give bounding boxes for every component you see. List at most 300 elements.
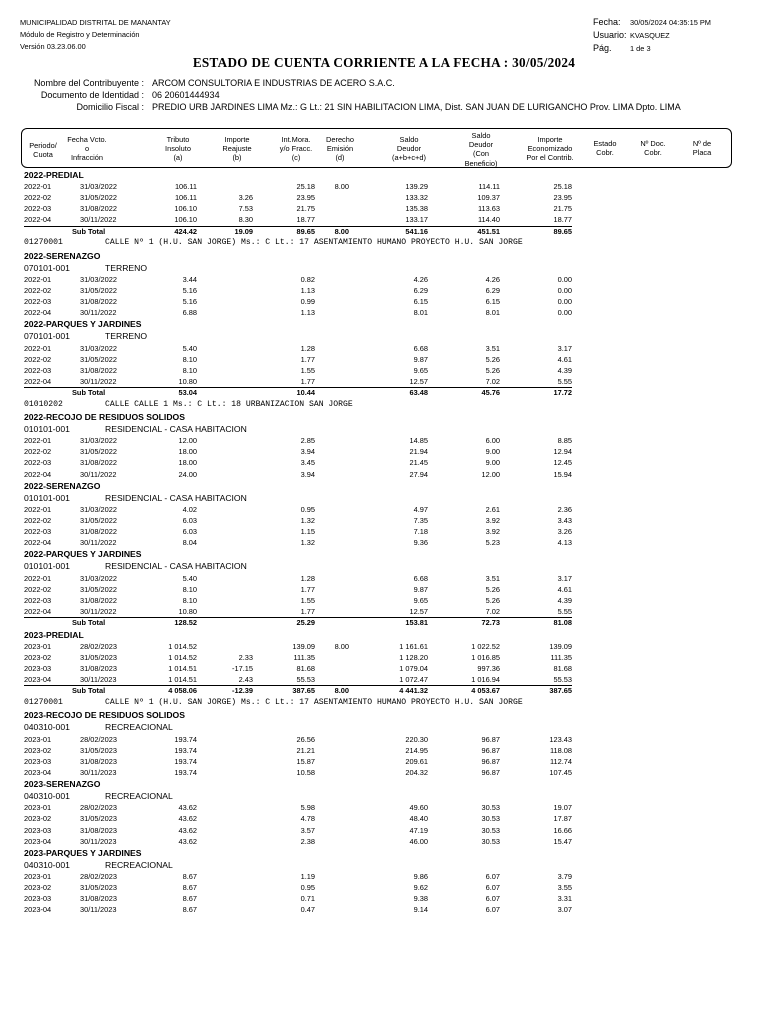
cell-saldo: 7.18 [413, 527, 428, 537]
section-heading [0, 630, 768, 642]
cell-saldo: 9.65 [413, 365, 428, 375]
cell-fecha: 30/11/2023 [80, 836, 117, 846]
use-code: 040310-001 [24, 722, 70, 733]
cell-mora: 1.77 [300, 584, 315, 594]
cell-saldo: 6.68 [413, 573, 428, 583]
table-row [0, 308, 768, 319]
cell-fecha: 31/08/2022 [80, 527, 117, 537]
cell-tributo: 4.02 [182, 504, 197, 514]
cell-saldo-beneficio: 30.53 [481, 803, 500, 813]
cell-economizado: 8.85 [557, 436, 572, 446]
section-title: 2022-RECOJO DE RESIDUOS SOLIDOS [24, 411, 185, 422]
cell-periodo: 2022-01 [24, 573, 52, 583]
page-label: Pág. [593, 43, 612, 53]
table-row [0, 803, 768, 814]
cell-economizado: 111.35 [550, 653, 572, 662]
section-title: 2023-SERENAZGO [24, 779, 101, 789]
cell-periodo: 2022-01 [24, 274, 52, 284]
use-code: 040310-001 [24, 791, 70, 802]
use-description: TERRENO [105, 331, 148, 342]
cell-periodo: 2023-02 [24, 653, 52, 662]
cell-fecha: 30/11/2023 [80, 675, 117, 685]
cell-mora: 23.95 [296, 193, 315, 203]
cell-periodo: 2022-03 [24, 365, 52, 375]
cell-mora: 3.94 [300, 469, 315, 479]
column-header-reajuste: Importe Reajuste (b) [222, 135, 252, 163]
cell-mora: 1.28 [300, 343, 315, 353]
cell-fecha: 28/02/2023 [80, 734, 117, 744]
cell-saldo-beneficio: 4.26 [485, 274, 500, 284]
cell-saldo-beneficio: 6.07 [485, 883, 500, 893]
cell-saldo-beneficio: 7.02 [485, 376, 500, 386]
cell-periodo: 2022-01 [24, 182, 52, 192]
cell-periodo: 2022-01 [24, 343, 52, 353]
table-row [0, 275, 768, 286]
sub-derecho: 8.00 [334, 226, 349, 236]
cell-fecha: 30/11/2023 [80, 767, 117, 777]
cell-fecha: 30/11/2023 [80, 905, 117, 915]
cell-saldo-beneficio: 6.07 [485, 872, 500, 881]
column-header-tributo: Tributo Insoluto (a) [165, 135, 191, 163]
cell-tributo: 1 014.52 [168, 641, 197, 651]
table-row [0, 193, 768, 204]
cell-reajuste: -17.15 [232, 664, 253, 674]
cell-saldo: 27.94 [409, 469, 428, 479]
cell-periodo: 2022-02 [24, 447, 52, 457]
cell-saldo-beneficio: 96.87 [481, 745, 500, 755]
cell-fecha: 31/08/2023 [80, 825, 117, 835]
cell-economizado: 5.55 [557, 606, 572, 616]
cell-mora: 0.71 [300, 894, 315, 904]
cell-fecha: 31/05/2023 [80, 745, 117, 755]
section-title: 2022-PREDIAL [24, 170, 84, 180]
cell-fecha: 28/02/2023 [80, 641, 117, 651]
cell-tributo: 18.00 [178, 447, 197, 457]
subtotal-label: Sub Total [72, 618, 106, 627]
table-row [0, 538, 768, 549]
cell-economizado: 0.00 [557, 297, 572, 306]
cell-tributo: 193.74 [174, 756, 197, 766]
cell-economizado: 3.17 [557, 573, 572, 583]
cell-mora: 21.75 [296, 204, 315, 214]
cell-saldo: 133.32 [405, 193, 428, 203]
cell-economizado: 23.95 [553, 193, 572, 203]
cell-periodo: 2023-01 [24, 641, 52, 651]
cell-fecha: 31/05/2023 [80, 814, 117, 824]
cell-fecha: 31/05/2022 [80, 447, 117, 457]
cell-mora: 18.77 [296, 215, 315, 225]
cell-reajuste: 2.43 [238, 675, 253, 685]
cell-saldo-beneficio: 5.23 [485, 538, 500, 548]
cell-periodo: 2023-02 [24, 745, 52, 755]
cell-periodo: 2023-01 [24, 872, 52, 881]
cell-saldo: 209.61 [405, 756, 428, 766]
cell-saldo: 6.29 [413, 285, 428, 295]
subtotal-row [0, 686, 768, 698]
section-title: 2023-PARQUES Y JARDINES [24, 847, 142, 858]
cell-saldo-beneficio: 3.51 [485, 343, 500, 353]
sub-saldo: 4 441.32 [399, 686, 428, 696]
cell-economizado: 81.68 [553, 664, 572, 674]
cell-mora: 139.09 [292, 641, 315, 651]
cell-economizado: 18.77 [553, 215, 572, 225]
usuario-value: KVASQUEZ [630, 31, 670, 40]
cell-fecha: 31/08/2022 [80, 365, 117, 375]
cell-fecha: 31/05/2022 [80, 193, 117, 203]
cell-tributo: 1 014.51 [168, 664, 197, 674]
cell-economizado: 3.31 [557, 894, 572, 904]
cell-saldo-beneficio: 109.37 [477, 193, 500, 203]
column-header-derecho: Derecho Emisión (d) [326, 135, 354, 163]
cell-saldo: 4.97 [413, 504, 428, 514]
taxpayer-name: ARCOM CONSULTORIA E INDUSTRIAS DE ACERO S.A.C. [152, 78, 395, 88]
cell-fecha: 30/11/2022 [80, 376, 117, 386]
cell-tributo: 6.88 [182, 308, 197, 318]
cell-economizado: 5.55 [557, 376, 572, 386]
column-header-doc: Nº Doc. Cobr. [640, 139, 666, 158]
subtotal-row [0, 227, 768, 239]
section-heading [0, 848, 768, 860]
cell-fecha: 31/08/2023 [80, 894, 117, 904]
section-heading [0, 412, 768, 424]
table-row [0, 286, 768, 297]
cell-saldo-beneficio: 5.26 [485, 595, 500, 605]
cell-saldo-beneficio: 30.53 [481, 825, 500, 835]
property-address-row [0, 400, 768, 412]
cell-mora: 0.82 [300, 274, 315, 284]
cell-periodo: 2022-04 [24, 308, 52, 318]
cell-economizado: 15.94 [553, 469, 572, 479]
cell-tributo: 106.10 [174, 215, 197, 225]
cell-mora: 1.77 [300, 376, 315, 386]
cell-reajuste: 3.26 [238, 193, 253, 203]
cell-saldo: 7.35 [413, 516, 428, 525]
cell-saldo-beneficio: 3.51 [485, 573, 500, 583]
cell-periodo: 2022-02 [24, 354, 52, 364]
table-row [0, 505, 768, 516]
cell-tributo: 5.16 [182, 297, 197, 306]
table-row [0, 355, 768, 366]
cell-economizado: 3.43 [557, 516, 572, 525]
cell-periodo: 2023-03 [24, 664, 52, 674]
sub-saldo-beneficio: 45.76 [481, 387, 500, 397]
cell-saldo-beneficio: 96.87 [481, 767, 500, 777]
cell-periodo: 2022-04 [24, 376, 52, 386]
cell-saldo-beneficio: 2.61 [485, 504, 500, 514]
cell-mora: 1.13 [300, 285, 315, 295]
cell-saldo: 1 079.04 [399, 664, 428, 674]
section-heading [0, 549, 768, 561]
subtotal-label: Sub Total [72, 226, 106, 236]
cell-fecha: 31/08/2022 [80, 595, 117, 605]
cell-economizado: 123.43 [549, 734, 572, 744]
cell-periodo: 2022-01 [24, 504, 52, 514]
cell-saldo: 1 128.20 [399, 653, 428, 662]
property-use-row [0, 263, 768, 275]
cell-saldo: 46.00 [409, 836, 428, 846]
cell-saldo-beneficio: 114.11 [478, 182, 500, 192]
cell-saldo-beneficio: 114.40 [477, 215, 500, 225]
cell-mora: 15.87 [296, 756, 315, 766]
cell-economizado: 4.39 [557, 365, 572, 375]
cell-tributo: 8.67 [182, 883, 197, 893]
cell-saldo: 12.57 [409, 606, 428, 616]
table-row [0, 735, 768, 746]
column-header-mora: Int.Mora. y/o Fracc. (c) [279, 135, 313, 163]
cell-tributo: 106.11 [174, 182, 197, 192]
cell-periodo: 2022-02 [24, 193, 52, 203]
cell-saldo: 139.29 [405, 182, 428, 192]
cell-economizado: 112.74 [549, 756, 572, 766]
cell-fecha: 31/05/2022 [80, 354, 117, 364]
use-description: RESIDENCIAL - CASA HABITACION [105, 424, 247, 434]
cell-fecha: 31/05/2023 [80, 653, 117, 662]
cell-saldo-beneficio: 1 016.94 [471, 675, 500, 685]
table-row [0, 826, 768, 837]
cell-mora: 1.32 [300, 516, 315, 525]
cell-tributo: 43.62 [178, 803, 197, 813]
section-heading [0, 779, 768, 791]
cell-tributo: 10.80 [178, 376, 197, 386]
cell-saldo-beneficio: 5.26 [485, 365, 500, 375]
property-use-row [0, 493, 768, 505]
cell-periodo: 2023-04 [24, 767, 52, 777]
cell-tributo: 5.40 [182, 573, 197, 583]
table-row [0, 653, 768, 664]
taxpayer-name-label: Nombre del Contribuyente : [33, 78, 144, 88]
cell-economizado: 15.47 [553, 836, 572, 846]
table-row [0, 182, 768, 193]
cell-periodo: 2022-02 [24, 516, 52, 525]
cell-tributo: 5.40 [182, 343, 197, 353]
cell-saldo: 9.86 [413, 872, 428, 881]
sub-reajuste: -12.39 [232, 686, 253, 696]
cell-economizado: 3.07 [557, 905, 572, 915]
property-use-row [0, 424, 768, 436]
use-code: 070101-001 [24, 331, 70, 342]
cell-saldo-beneficio: 7.02 [485, 606, 500, 616]
cell-mora: 1.77 [300, 606, 315, 616]
cell-economizado: 12.94 [553, 447, 572, 457]
use-description: RECREACIONAL [105, 859, 173, 870]
cell-economizado: 3.55 [557, 883, 572, 893]
cell-saldo-beneficio: 1 022.52 [471, 641, 500, 651]
table-row [0, 574, 768, 585]
cell-mora: 4.78 [300, 814, 315, 824]
section-title: 2023-PREDIAL [24, 629, 84, 640]
cell-fecha: 30/11/2022 [80, 215, 117, 225]
section-title: 2022-SERENAZGO [24, 250, 101, 261]
cell-saldo-beneficio: 96.87 [481, 756, 500, 766]
cell-periodo: 2023-04 [24, 675, 52, 685]
cell-saldo-beneficio: 6.07 [485, 905, 500, 915]
cell-periodo: 2022-03 [24, 527, 52, 537]
cell-mora: 1.28 [300, 573, 315, 583]
property-code: 01010202 [24, 399, 63, 409]
cell-saldo: 9.14 [413, 905, 428, 915]
fecha-value: 30/05/2024 04:35:15 PM [630, 18, 711, 27]
use-code: 070101-001 [24, 262, 70, 273]
cell-saldo: 8.01 [413, 308, 428, 318]
cell-fecha: 30/11/2022 [80, 308, 117, 318]
page-value: 1 de 3 [630, 44, 651, 53]
cell-periodo: 2022-04 [24, 538, 52, 548]
cell-fecha: 31/03/2022 [80, 573, 117, 583]
cell-periodo: 2023-04 [24, 836, 52, 846]
cell-mora: 0.99 [300, 297, 315, 306]
cell-saldo-beneficio: 1 016.85 [471, 653, 500, 662]
cell-mora: 1.32 [300, 538, 315, 548]
cell-mora: 1.55 [300, 595, 315, 605]
usuario-label: Usuario: [593, 30, 627, 40]
cell-tributo: 106.11 [174, 193, 197, 203]
sub-tributo: 4 058.06 [168, 686, 197, 696]
subtotal-label: Sub Total [72, 686, 106, 696]
cell-periodo: 2023-01 [24, 803, 52, 813]
table-row [0, 894, 768, 905]
table-row [0, 366, 768, 377]
cell-fecha: 28/02/2023 [80, 872, 117, 881]
property-address: CALLE CALLE 1 Ms.: C Lt.: 18 URBANIZACION SAN JORGE [105, 399, 353, 409]
cell-tributo: 8.10 [182, 365, 197, 375]
cell-fecha: 31/05/2022 [80, 584, 117, 594]
cell-tributo: 24.00 [178, 469, 197, 479]
cell-fecha: 30/11/2022 [80, 469, 117, 479]
identity-doc: 06 20601444934 [152, 90, 220, 100]
cell-saldo: 21.94 [409, 447, 428, 457]
cell-periodo: 2023-01 [24, 734, 52, 744]
cell-economizado: 17.87 [553, 814, 572, 824]
cell-fecha: 31/03/2022 [80, 182, 117, 192]
cell-tributo: 193.74 [174, 745, 197, 755]
section-heading [0, 251, 768, 263]
cell-mora: 21.21 [296, 745, 315, 755]
fiscal-address: PREDIO URB JARDINES LIMA Mz.: G Lt.: 21 SIN HABILITACION LIMA, Dist. SAN JUAN DE LURIGANCHO Prov. LIMA Dpto. LIMA [152, 102, 681, 112]
cell-mora: 111.35 [293, 653, 315, 662]
cell-economizado: 0.00 [557, 274, 572, 284]
cell-saldo-beneficio: 6.07 [485, 894, 500, 904]
table-row [0, 458, 768, 469]
cell-saldo: 1 072.47 [399, 675, 428, 685]
cell-periodo: 2022-01 [24, 436, 52, 446]
fiscal-address-label: Domicilio Fiscal : [76, 102, 144, 112]
cell-tributo: 18.00 [178, 458, 197, 468]
cell-economizado: 0.00 [557, 308, 572, 318]
cell-periodo: 2022-04 [24, 215, 52, 225]
cell-saldo: 47.19 [409, 825, 428, 835]
cell-economizado: 21.75 [553, 204, 572, 214]
cell-economizado: 107.45 [549, 767, 572, 777]
document-title: ESTADO DE CUENTA CORRIENTE A LA FECHA : 30/05/2024 [192, 55, 576, 70]
cell-mora: 0.95 [300, 883, 315, 893]
use-description: RECREACIONAL [105, 722, 173, 733]
sub-economizado: 17.72 [553, 387, 572, 397]
fecha-label: Fecha: [593, 17, 621, 27]
use-description: TERRENO [105, 262, 148, 273]
table-row [0, 837, 768, 848]
cell-fecha: 31/05/2022 [80, 516, 117, 525]
cell-periodo: 2023-04 [24, 905, 52, 915]
sub-economizado: 81.08 [553, 618, 572, 627]
section-title: 2022-SERENAZGO [24, 480, 101, 491]
cell-saldo: 48.40 [409, 814, 428, 824]
cell-saldo-beneficio: 6.15 [485, 297, 500, 306]
table-row [0, 757, 768, 768]
column-header-periodo: Periodo/ Cuota [29, 141, 57, 160]
cell-periodo: 2022-03 [24, 204, 52, 214]
sub-tributo: 128.52 [174, 618, 197, 627]
table-row [0, 883, 768, 894]
sub-derecho: 8.00 [334, 686, 349, 696]
cell-saldo: 4.26 [413, 274, 428, 284]
cell-tributo: 3.44 [182, 274, 197, 284]
cell-tributo: 43.62 [178, 825, 197, 835]
cell-reajuste: 8.30 [238, 215, 253, 225]
cell-saldo-beneficio: 997.36 [477, 664, 500, 674]
property-address: CALLE Nº 1 (H.U. SAN JORGE) Ms.: C Lt.: 17 ASENTAMIENTO HUMANO PROYECTO H.U. SAN JORGE [105, 238, 523, 248]
cell-mora: 55.53 [296, 675, 315, 685]
cell-mora: 1.15 [300, 527, 315, 537]
cell-mora: 26.56 [296, 734, 315, 744]
institution-name: MUNICIPALIDAD DISTRITAL DE MANANTAY [20, 18, 171, 27]
cell-mora: 3.94 [300, 447, 315, 457]
table-row [0, 344, 768, 355]
cell-saldo-beneficio: 6.00 [485, 436, 500, 446]
cell-tributo: 106.10 [174, 204, 197, 214]
section-heading [0, 710, 768, 722]
cell-economizado: 4.61 [557, 354, 572, 364]
property-code: 01270001 [24, 698, 63, 708]
table-row [0, 516, 768, 527]
use-description: RESIDENCIAL - CASA HABITACION [105, 492, 247, 503]
cell-fecha: 31/08/2023 [80, 756, 117, 766]
table-row [0, 905, 768, 916]
cell-fecha: 30/11/2022 [80, 538, 117, 548]
section-title: 2023-RECOJO DE RESIDUOS SOLIDOS [24, 710, 185, 721]
cell-saldo: 133.17 [405, 215, 428, 225]
cell-tributo: 43.62 [178, 836, 197, 846]
sub-mora: 25.29 [296, 618, 315, 627]
section-heading [0, 319, 768, 331]
property-code: 01270001 [24, 238, 63, 248]
column-header-economizado: Importe Economizado Por el Contrib. [526, 135, 574, 163]
sub-saldo: 63.48 [409, 387, 428, 397]
cell-saldo: 6.68 [413, 343, 428, 353]
cell-mora: 0.47 [300, 905, 315, 915]
sub-saldo-beneficio: 4 053.67 [471, 686, 500, 696]
table-row [0, 436, 768, 447]
cell-fecha: 31/03/2022 [80, 274, 117, 284]
cell-saldo: 135.38 [405, 204, 428, 214]
property-use-row [0, 722, 768, 734]
cell-saldo-beneficio: 3.92 [485, 527, 500, 537]
cell-fecha: 31/08/2023 [80, 664, 117, 674]
cell-saldo: 220.30 [405, 734, 428, 744]
cell-tributo: 8.67 [182, 894, 197, 904]
property-use-row [0, 791, 768, 803]
cell-mora: 5.98 [300, 803, 315, 813]
cell-saldo: 6.15 [413, 297, 428, 306]
cell-economizado: 4.13 [557, 538, 572, 548]
table-row [0, 527, 768, 538]
cell-tributo: 8.10 [182, 584, 197, 594]
cell-periodo: 2022-04 [24, 469, 52, 479]
cell-fecha: 30/11/2022 [80, 606, 117, 616]
cell-economizado: 139.09 [549, 641, 572, 651]
cell-saldo-beneficio: 9.00 [485, 447, 500, 457]
cell-saldo-beneficio: 113.63 [477, 204, 500, 214]
property-use-row [0, 331, 768, 343]
